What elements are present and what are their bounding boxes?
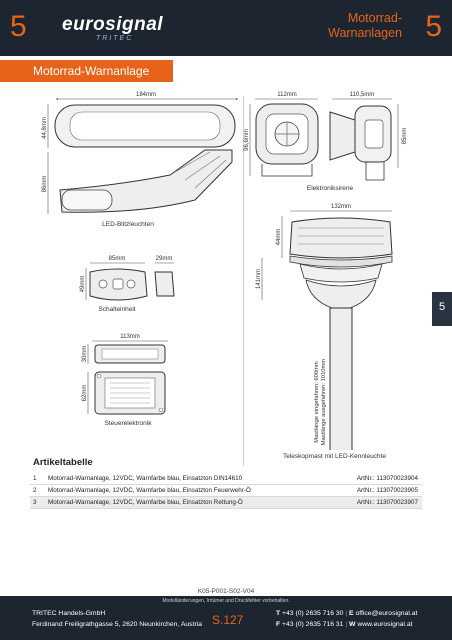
company-address: Ferdinand Freiligrathgasse 5, 2620 Neunkirchen, Austria [32,621,203,628]
section-title: Motorrad-Warnanlage [0,60,173,82]
siren-side-height-dim: 85mm [402,127,408,145]
chapter-number-left: 5 [10,10,27,43]
led-width-dim: 184mm [135,92,157,98]
mast-light-height-dim: 44mm [276,228,282,246]
mast-label: Teleskopmast mit LED-Kennleuchte [283,453,386,460]
switch-unit-drawing [80,256,174,313]
switch-width-dim: 85mm [108,256,126,262]
eurosignal-logo: eurosignal [62,14,164,35]
document-code: K05-P001-S02-V04 [197,588,255,595]
tritec-logo-sub: TRITEC [96,35,134,42]
company-name: TRITEC Handels-GmbH [32,610,106,617]
table-row [30,497,422,509]
led-total-height-dim: 86mm [42,175,48,193]
control-electronics-drawing [82,334,168,427]
fax-number: +43 (0) 2635 716 31 [282,621,344,628]
company-info [32,608,202,630]
siren-side-width-dim: 110,5mm [349,92,375,98]
led-flash-label: LED-Blitzleuchten [102,221,154,228]
table-row [30,473,422,485]
chapter-side-tab: 5 [432,292,452,326]
article-table [30,473,422,509]
email-address[interactable]: office@eurosignal.at [355,610,418,617]
phone-number: +43 (0) 2635 716 30 [282,610,344,617]
siren-front-width-dim: 112mm [277,92,297,98]
email-label: E [349,610,354,617]
control-height-dim: 62mm [82,384,88,402]
contact-info: T +43 (0) 2635 716 30 | E office@eurosignal.at F +43 (0) 2635 716 31 | W www.eurosignal.at [276,610,418,628]
row-article-number: ArtNr.: 113070023905 [356,487,418,494]
chapter-number-right: 5 [425,10,442,43]
siren-drawing [244,92,408,192]
mast-diameter-dim: 132mm [330,204,352,210]
mast-length-retracted: Mastlänge eingefahren: 600mm [314,361,320,443]
page-footer [0,596,452,640]
row-description: Motorrad-Warnanlage, 12VDC, Warnfarbe blau, Einsatzton Rettung-Ö [48,499,243,506]
row-description: Motorrad-Warnanlage, 12VDC, Warnfarbe blau, Einsatzton DIN14610 [48,475,243,482]
switch-height-dim: 49mm [80,275,86,293]
chapter-title-line2: Warnanlagen [328,26,402,40]
disclaimer-note: Modelländerungen, Irrtümer und Druckfehler vorbehalten. [162,598,290,604]
mast-base-height-dim: 141mm [256,268,262,290]
row-article-number: ArtNr.: 113070023904 [356,475,418,482]
control-height-small-dim: 30mm [82,345,88,363]
website-link[interactable]: www.eurosignal.at [357,621,413,628]
row-number: 2 [33,487,37,494]
chapter-title-line1: Motorrad- [347,11,402,25]
row-article-number: ArtNr.: 113070023907 [356,499,418,506]
row-description: Motorrad-Warnanlage, 12VDC, Warnfarbe blau, Einsatzton Feuerwehr-Ö [48,487,251,494]
switch-unit-label: Schalteinheit [98,306,136,313]
control-electronics-label: Steuerelektronik [104,420,152,427]
row-number: 3 [33,499,37,506]
led-flash-drawing [42,92,237,228]
siren-label: Elektroniksirene [306,185,354,192]
mast-length-extended: Mastlänge ausgefahren: 1010mm [321,358,327,446]
switch-depth-dim: 29mm [155,256,173,262]
phone-label: T [276,610,281,617]
table-row [30,485,422,497]
led-height-dim: 44,8mm [42,117,48,139]
article-table-title: Artikeltabelle [33,457,93,468]
fax-label: F [276,621,281,628]
web-label: W [349,621,356,628]
page-number: S.127 [212,613,244,627]
row-number: 1 [33,475,37,482]
telescopic-mast-drawing [256,204,392,450]
siren-front-height-dim: 96,6mm [244,129,250,151]
control-width-dim: 113mm [120,334,140,340]
